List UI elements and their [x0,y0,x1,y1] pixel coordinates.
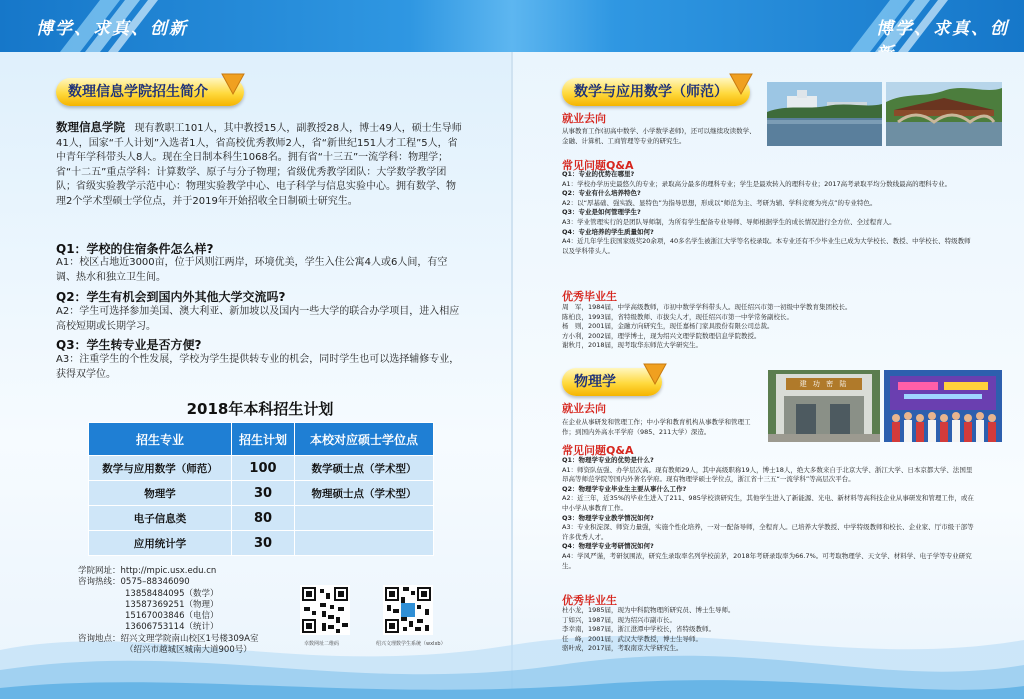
contact-address: 咨询地点：绍兴文理学院南山校区1号楼309A室 [78,633,259,644]
list-item: 李幸南，1987届，浙江澄潭中学校长，省特级教师。 [562,625,716,634]
contact-website[interactable]: 学院网址：http://mpic.usx.edu.cn [78,566,217,576]
plan-cell-degree: 数学硕士点（学术型） [295,456,434,481]
physics-job-heading: 就业去向 [562,402,606,415]
physics-q1: Q1：物理学专业的优势是什么? [562,456,654,464]
arrow-down-icon [728,72,754,96]
table-row [89,531,434,556]
left-q2: Q2：学生有机会到国内外其他大学交流吗? [56,290,286,304]
plan-header-quota: 招生计划 [232,423,295,456]
qr-caption-2: 绍兴文理数学生系统（wxlxb） [376,641,446,647]
physics-job-text: 在企业从事研发和管理工作；中小学和教育机构从事教学和管理工作；到国内外高水平学府（985、211大学）深造。 [562,418,751,436]
plan-cell-quota: 100 [232,456,295,481]
left-a3: A3：注重学生的个性发展，学校为学生提供转专业的机会，同时学生也可以选择辅修专业，获得双学位。 [56,354,460,380]
list-item: 谢秋月，2018届，现考取华东师范大学研究生。 [562,341,703,350]
left-q3: Q3：学生转专业是否方便? [56,338,202,352]
math-a1: A1：学校办学历史最悠久的专业；录取高分最多的理科专业；学生是最欢转入的理科专业；2017高考录取平均分数线最高的理科专业。 [562,179,952,188]
contact-phone-statistics: 13606753114（统计） [125,622,219,633]
arrow-down-icon [642,362,668,386]
list-item: 方小利，2002届，理学博士，现为绍兴文理学院数理信息学院教授。 [562,331,761,340]
list-item: 任 峰，2001届，武汉大学教授，博士生导师。 [562,634,703,643]
math-section-title: 数学与应用数学（师范） [562,78,750,106]
list-item: 陈柏良，1993届，省特级教师、市拔尖人才，现任绍兴市第一中学常务副校长。 [562,312,794,321]
math-q3: Q3：专业是如何管理学生? [562,208,641,217]
plan-cell-degree: 物理硕士点（学术型） [295,481,434,506]
intro-text: 现有教职工101人，其中教授15人，副教授28人，博士49人，硕士生导师41人，国家“千人计划”入选者1人，省高校优秀教师2人，省“新世纪151人才工程”5人，省中青年学科带头人8人。现在全日制本科生1068名。拥有省“十三五”一流学科：物理学；省“十二五”重点学科：计算数学、原子与分子物理；省级优秀教学团队：大学数学教学团队；省级实验教学示范中心：物理实验教学中心、电子科学与信息实验中心。拥有数学、物理2个学术型硕士学位点，并于2019年开始招收全日制硕士研究生。 [56,123,462,207]
plan-table [88,422,434,556]
physics-a1: A1：师资队伍强、办学层次高。现有教师29人，其中高级职称19人，博士18人，绝大多数来自于北京大学、浙江大学、日本京都大学、法国里昂高等师范学院等国内外著名学府。现有物理学硕士学位点，浙江省十三五“一流学科”等高层次平台。 [562,465,973,484]
plan-cell-major: 物理学 [89,481,232,506]
math-grad-heading: 优秀毕业生 [562,290,617,303]
arrow-down-icon [220,72,246,96]
left-a1: A1：校区占地近3000亩，位于风则江两岸，环境优美，学生入住公寓4人或6人间，有空调、热水和独立卫生间。 [56,257,448,283]
math-a4: A4：近几年学生获国家级奖20余项，40多名学生被浙江大学等名校录取。本专业还有不少毕业生已成为大学校长、教授、中学校长、特级教师以及学科带头人。 [562,237,971,255]
left-section-title: 数理信息学院招生简介 [56,78,244,106]
physics-building-photo [768,370,880,442]
plan-cell-major: 应用统计学 [89,531,232,556]
plan-cell-quota: 30 [232,531,295,556]
math-a2: A2：以“厚基础、强实践、显特色”为指导思想，形成以“师范为主、考研为辅、学科竞赛为亮点”的专业特色。 [562,198,877,207]
physics-a2: A2：近三年，近35%的毕业生进入了211、985学校读研究生，其他学生进入了新能源、光电、新材料等高科技企业从事研发和管理工作，或在中小学从事教育工作。 [562,494,974,512]
plan-cell-major: 数学与应用数学（师范） [89,456,232,481]
table-row [89,456,434,481]
contact-phone-electronics: 15167003846（电信） [125,611,219,622]
page-fold [511,52,513,699]
list-item: 杨 则，2001届，金融方向研究生，现任嘉杨门家具股份有限公司总裁。 [562,322,774,331]
motto-right: 博学、求真、创 [876,19,1009,39]
table-row [89,506,434,531]
plan-cell-degree [295,506,434,531]
physics-q2: Q2：物理学专业毕业生主要从事什么工作? [562,484,687,493]
math-qa-list [562,170,974,256]
contact-address-detail: （绍兴市越城区城南大道900号） [125,645,252,656]
left-a2: A2：学生可选择参加美国、澳大利亚、新加坡以及国内一些大学的联合办学项目，进入相应高校短期或长期学习。 [56,306,460,332]
table-row [89,481,434,506]
plan-header-major: 招生专业 [89,423,232,456]
physics-section-title: 物理学 [562,368,662,396]
physics-qa-list [562,456,974,571]
math-a3: A3：学业管理实行的是团队导师制，为所有学生配备专业导师、导师根据学生的成长情况进行全方位、全过程育人。 [562,217,896,226]
physics-q3: Q3：物理学专业教学情况如何? [562,513,654,522]
list-item: 杜小龙，1985届，现为中科院物理所研究员、博士生导师。 [562,606,735,614]
list-item: 丁如兴，1987届，现为绍兴市副市长。 [562,615,677,624]
math-job-text: 从事教育工作(初高中数学、小学数学老师)，还可以继续攻读数学、金融、计算机、工商管理等专业的研究生。 [562,127,756,145]
plan-cell-quota: 80 [232,506,295,531]
qr-caption-1: 幸数网址二维码 [304,641,340,647]
physics-q4: Q4：物理学专业考研情况如何? [562,542,654,551]
left-q1: Q1：学校的住宿条件怎么样? [56,242,214,256]
qr-code-icon [383,585,433,635]
campus-lake-photo [767,82,882,146]
math-q4: Q4：专业培养的学生质量如何? [562,227,654,236]
plan-cell-degree [295,531,434,556]
math-q1: Q1：专业的优势在哪里? [562,170,635,178]
list-item: 骆叶成，2017届，考取南京大学研究生。 [562,644,683,653]
plan-header-degree: 本校对应硕士学位点 [295,423,434,456]
building-sign: 建 功 密 陆 [786,378,862,390]
plan-cell-quota: 30 [232,481,295,506]
math-q2: Q2：专业有什么培养特色? [562,189,641,198]
physics-grad-heading: 优秀毕业生 [562,594,617,607]
intro-paragraph [56,120,462,210]
math-qa-heading: 常见问题Q&A [562,159,634,172]
plan-cell-major: 电子信息类 [89,506,232,531]
intro-lead: 数理信息学院 [56,120,125,134]
motto-left: 博学、求真、创新 [36,19,188,39]
physics-a3: A3：专业积淀深、师资力量强，实施个性化培养，一对一配备导师，全程育人。已培养大学教授、中学特级教师和校长、企业家、厅市级干部等许多优秀人才。 [562,523,974,541]
physics-qa-heading: 常见问题Q&A [562,444,634,457]
plan-title: 2018年本科招生计划 [186,400,334,418]
contact-phone-physics: 13587369251（物理） [125,599,219,610]
qr-code-icon [300,585,350,635]
list-item: 周 军，1984届，中学高级教师，市初中数学学科带头人。现任绍兴市第一初级中学教育集团校长。 [562,303,852,311]
physics-grad-list [562,606,974,654]
bridge-photo [886,82,1002,146]
physics-a4: A4：学风严谨，考研氛围浓，研究生录取率名列学校前茅，2018年考研录取率为66.7%。可考取物理学、天文学、材料学、电子学等专业研究生。 [562,551,972,570]
contact-info [78,566,258,656]
contact-hotline: 咨询热线：0575–88346090 [78,577,190,588]
physics-event-photo [884,370,1002,442]
math-grad-list [562,303,974,351]
contact-phone-math: 13858484095（数学） [125,588,219,599]
plan-header-row [89,423,434,456]
math-job-heading: 就业去向 [562,112,606,125]
